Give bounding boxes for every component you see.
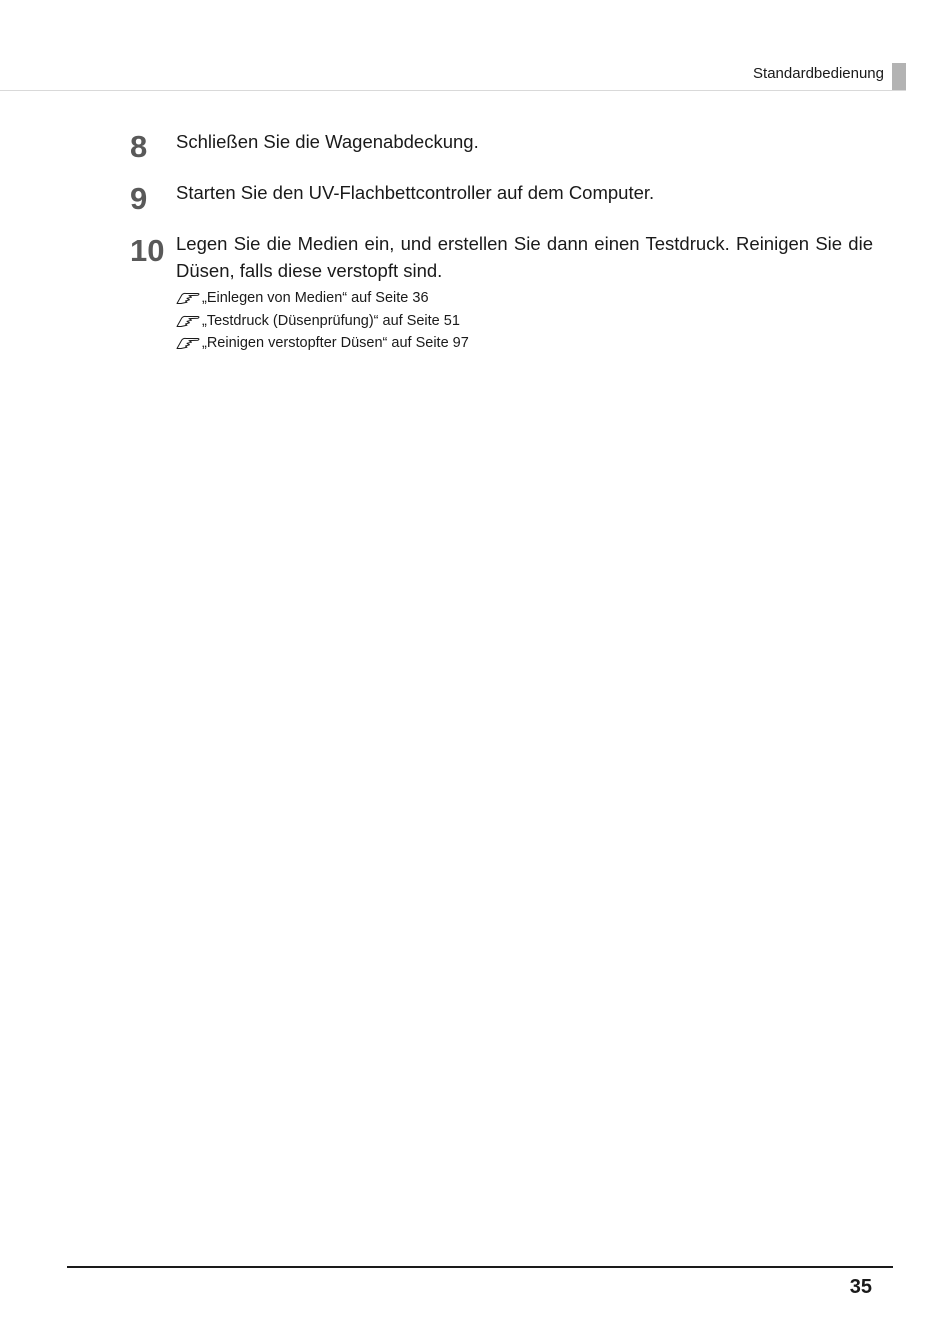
pointing-hand-icon (176, 336, 201, 350)
reference-link-reinigen[interactable] (176, 332, 776, 355)
header-section-title: Standardbedienung (753, 65, 884, 82)
pointing-hand-icon (176, 291, 201, 305)
step-text: Starten Sie den UV-Flachbettcontroller auf dem Computer. (176, 182, 655, 203)
step-text: Legen Sie die Medien ein, und erstellen Sie dann einen Testdruck. Reinigen Sie die Düsen, falls diese verstopft sind. (176, 233, 873, 281)
reference-link-testdruck[interactable] (176, 310, 776, 333)
pointing-hand-icon (176, 314, 201, 328)
step-text: Schließen Sie die Wagenabdeckung. (176, 131, 479, 152)
header-divider (0, 90, 906, 91)
reference-list (176, 287, 776, 355)
header-tab-marker (892, 63, 906, 91)
reference-text: „Einlegen von Medien“ auf Seite 36 (202, 290, 429, 307)
footer-divider (67, 1266, 893, 1268)
reference-link-einlegen[interactable] (176, 287, 776, 310)
step-number: 9 (130, 181, 148, 216)
reference-text: „Testdruck (Düsenprüfung)“ auf Seite 51 (202, 312, 460, 329)
page-number: 35 (849, 1276, 872, 1298)
step-number: 8 (130, 129, 148, 164)
step-number: 10 (130, 233, 165, 268)
reference-text: „Reinigen verstopfter Düsen“ auf Seite 97 (202, 335, 469, 352)
